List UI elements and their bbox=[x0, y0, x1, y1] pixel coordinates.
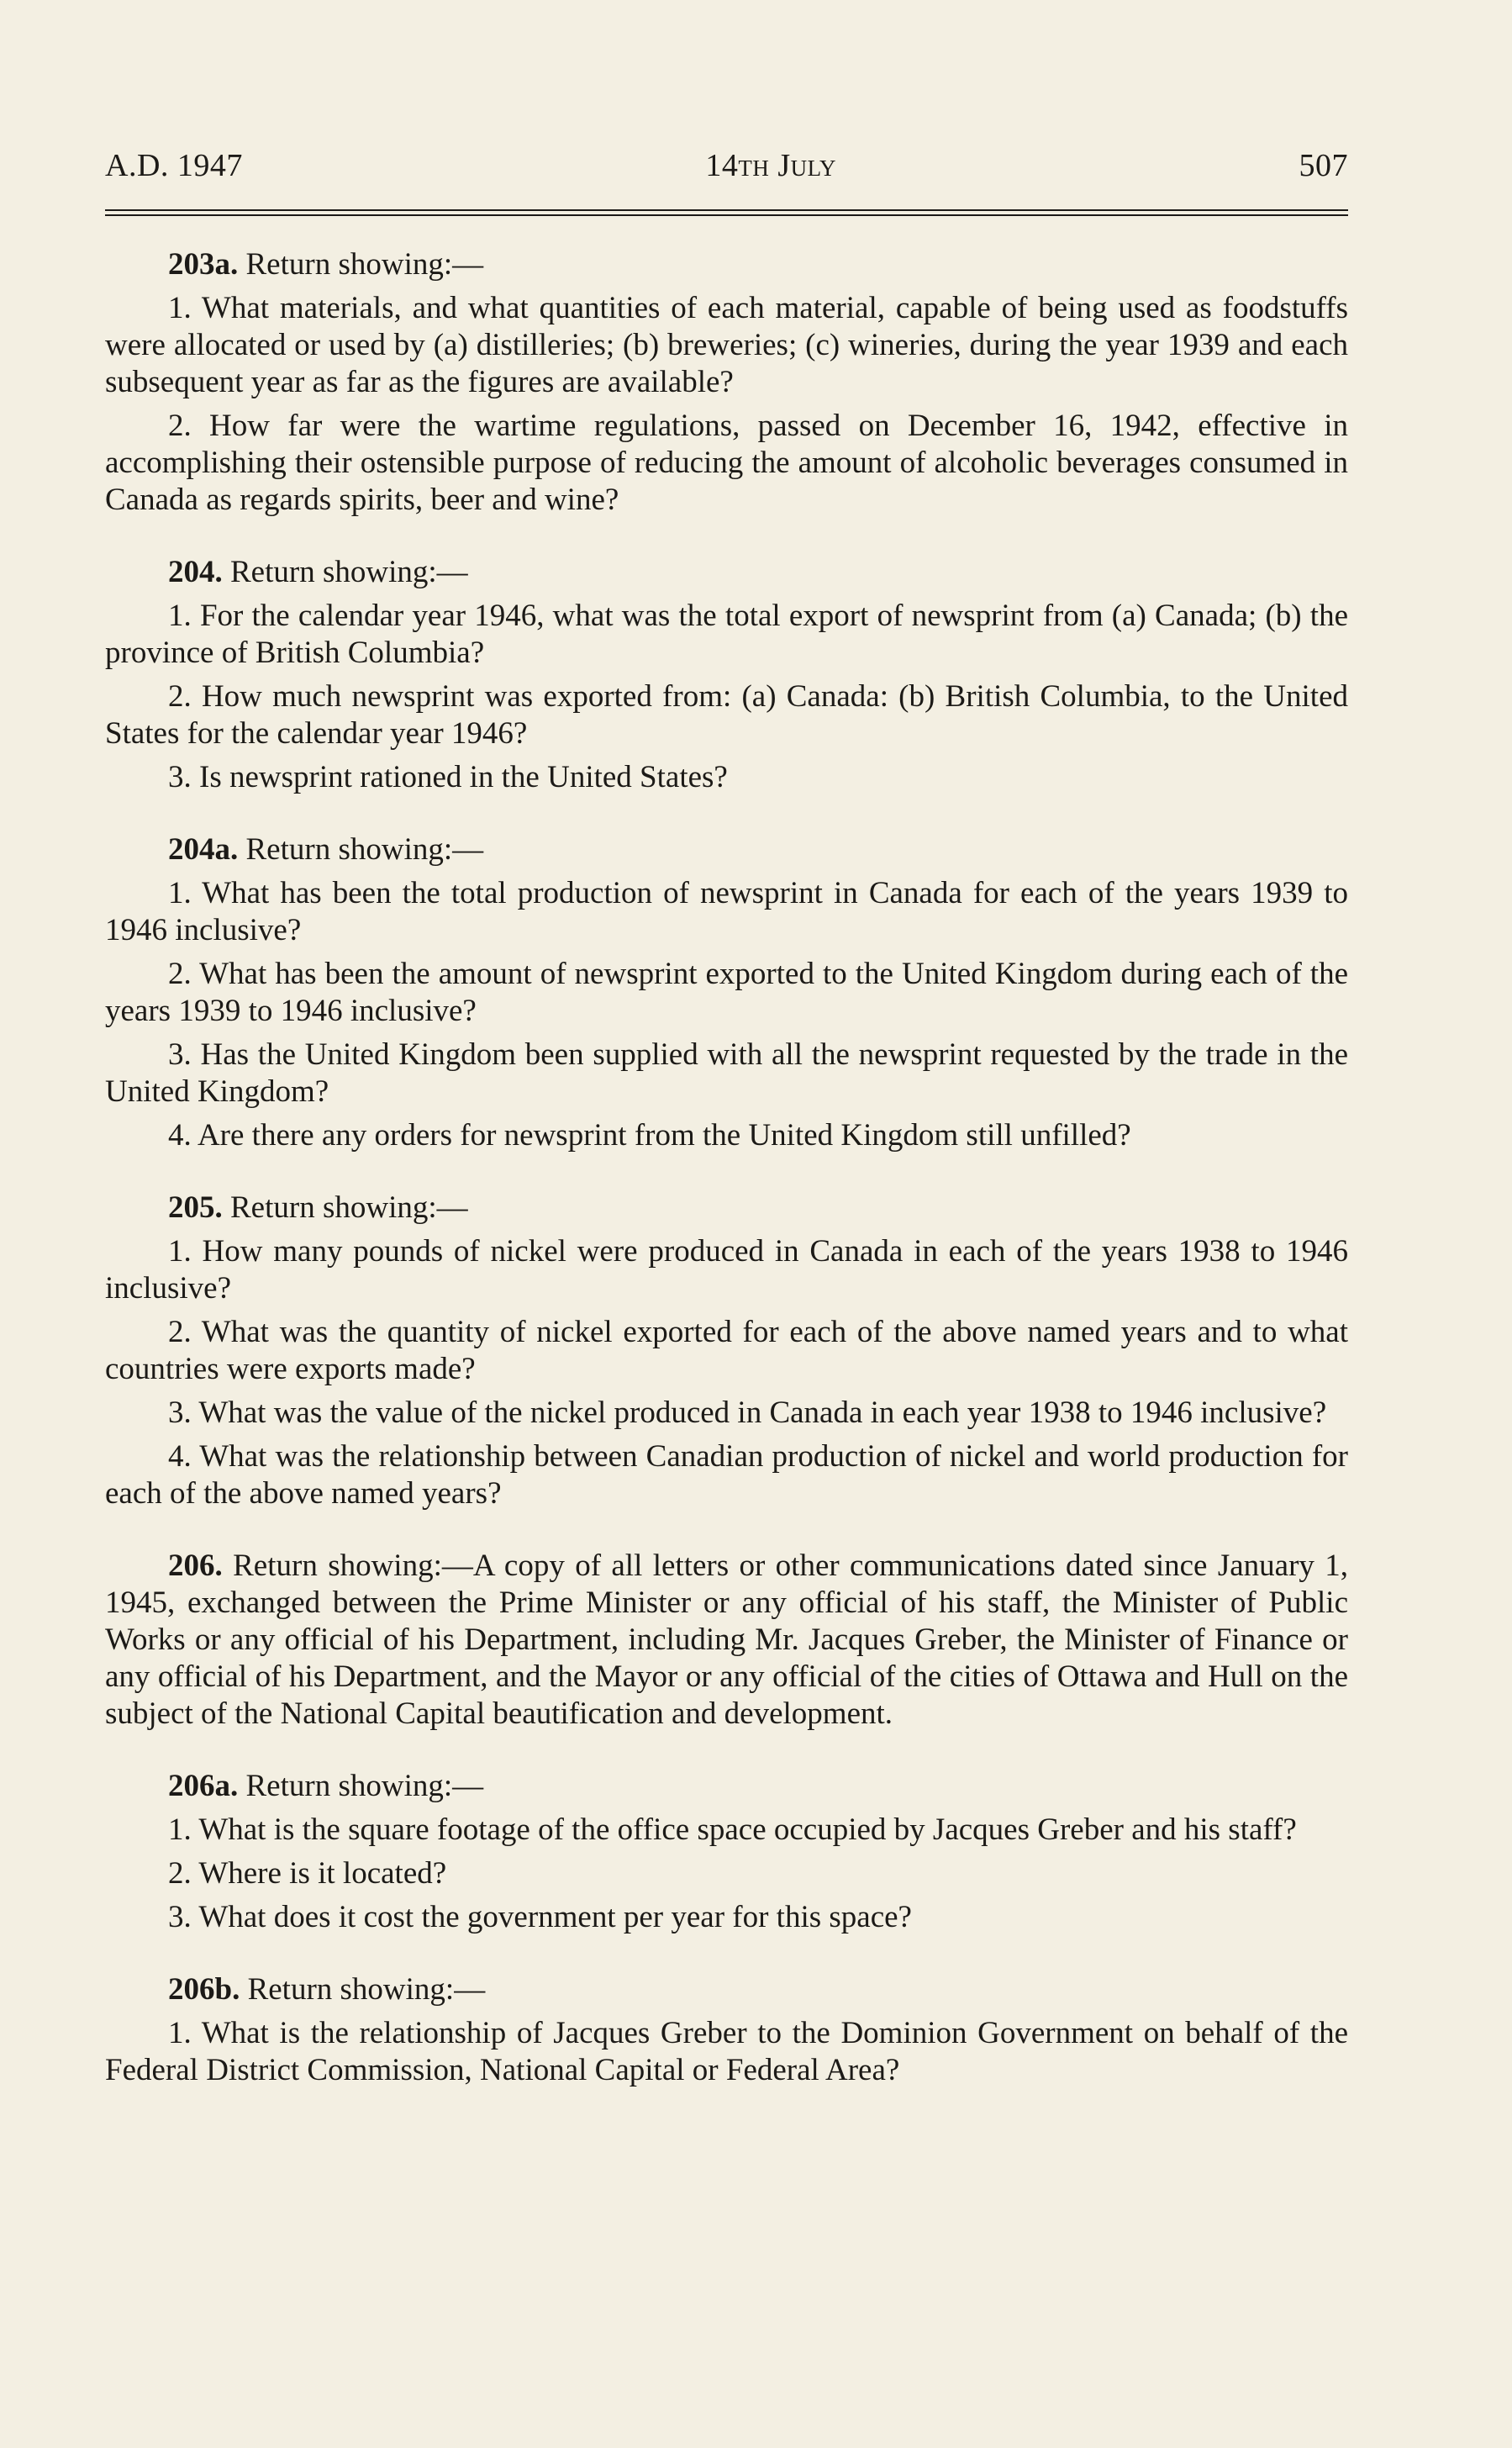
return-item bbox=[105, 1548, 1348, 1733]
question: 1. What has been the total production of newsprint in Canada for each of the years 1939 to 1946 inclusive? bbox=[105, 876, 1348, 947]
question: 2. How far were the wartime regulations, passed on December 16, 1942, effective in accomplishing their ostensible purpose of reducing the amount of alcoholic beverages consumed in Canada as regards spirits, beer and wine? bbox=[105, 409, 1348, 517]
page-number: 507 bbox=[1299, 148, 1348, 183]
return-item-heading bbox=[105, 831, 1348, 868]
return-item-heading bbox=[105, 1548, 1348, 1733]
return-intro: Return showing:— bbox=[245, 247, 484, 282]
return-item bbox=[105, 1971, 1348, 2089]
question: 3. Has the United Kingdom been supplied with all the newsprint requested by the trade in the United Kingdom? bbox=[105, 1037, 1348, 1109]
return-item bbox=[105, 554, 1348, 796]
return-intro: Return showing:— bbox=[230, 555, 468, 589]
return-intro: Return showing:—A copy of all letters or other communications dated since January 1, 1945, exchanged between the Prime Minister or any official of his staff, the Minister of Public Works or any official of his Department, including Mr. Jacques Greber, the Minister of Finance or any official of his Department, and the Mayor or any official of the cities of Ottawa and Hull on the subject of the National Capital beautification and development. bbox=[105, 1548, 1349, 1731]
page-header bbox=[105, 147, 1348, 184]
return-item bbox=[105, 831, 1348, 1154]
return-item-heading bbox=[105, 246, 1348, 283]
return-item bbox=[105, 1190, 1348, 1512]
question: 3. What was the value of the nickel produced in Canada in each year 1938 to 1946 inclusive? bbox=[168, 1395, 1327, 1430]
return-item-heading bbox=[105, 1190, 1348, 1227]
return-number: 206b. bbox=[168, 1972, 240, 2007]
question: 2. How much newsprint was exported from: (a) Canada: (b) British Columbia, to the United States for the calendar year 1946? bbox=[105, 679, 1348, 751]
question: 1. What is the square footage of the office space occupied by Jacques Greber and his staff? bbox=[168, 1812, 1297, 1847]
question: 3. Is newsprint rationed in the United States? bbox=[168, 760, 728, 794]
header-year: A.D. 1947 bbox=[105, 148, 243, 183]
return-item-heading bbox=[105, 554, 1348, 591]
question: 2. What was the quantity of nickel exported for each of the above named years and to what countries were exports made? bbox=[105, 1315, 1348, 1386]
question: 1. How many pounds of nickel were produced in Canada in each of the years 1938 to 1946 inclusive? bbox=[105, 1234, 1348, 1306]
return-number: 203a. bbox=[168, 247, 239, 282]
return-item-heading bbox=[105, 1971, 1348, 2008]
return-item bbox=[105, 1768, 1348, 1936]
question: 1. For the calendar year 1946, what was the total export of newsprint from (a) Canada; (b) the province of British Columbia? bbox=[105, 599, 1348, 670]
document-body bbox=[105, 246, 1348, 2089]
return-intro: Return showing:— bbox=[247, 1972, 486, 2007]
question: 3. What does it cost the government per year for this space? bbox=[168, 1900, 912, 1934]
question: 4. What was the relationship between Canadian production of nickel and world production for each of the above named years? bbox=[105, 1439, 1348, 1511]
return-number: 204a. bbox=[168, 832, 239, 867]
question: 2. What has been the amount of newsprint exported to the United Kingdom during each of the years 1939 to 1946 inclusive? bbox=[105, 957, 1348, 1028]
question: 4. Are there any orders for newsprint from the United Kingdom still unfilled? bbox=[168, 1118, 1131, 1153]
return-intro: Return showing:— bbox=[230, 1190, 468, 1225]
return-intro: Return showing:— bbox=[245, 832, 484, 867]
header-date: 14th July bbox=[705, 148, 836, 183]
question: 1. What is the relationship of Jacques Greber to the Dominion Government on behalf of the Federal District Commission, National Capital or Federal Area? bbox=[105, 2016, 1348, 2087]
question: 1. What materials, and what quantities of each material, capable of being used as foodstuffs were allocated or used by (a) distilleries; (b) breweries; (c) wineries, during the year 1939 and each subsequent year as far as the figures are available? bbox=[105, 291, 1348, 399]
return-item-heading bbox=[105, 1768, 1348, 1805]
return-number: 206. bbox=[168, 1548, 223, 1583]
header-double-rule bbox=[105, 209, 1348, 216]
return-number: 204. bbox=[168, 555, 223, 589]
return-number: 205. bbox=[168, 1190, 223, 1225]
question: 2. Where is it located? bbox=[168, 1856, 447, 1891]
return-intro: Return showing:— bbox=[245, 1769, 484, 1803]
return-item bbox=[105, 246, 1348, 519]
return-number: 206a. bbox=[168, 1769, 239, 1803]
